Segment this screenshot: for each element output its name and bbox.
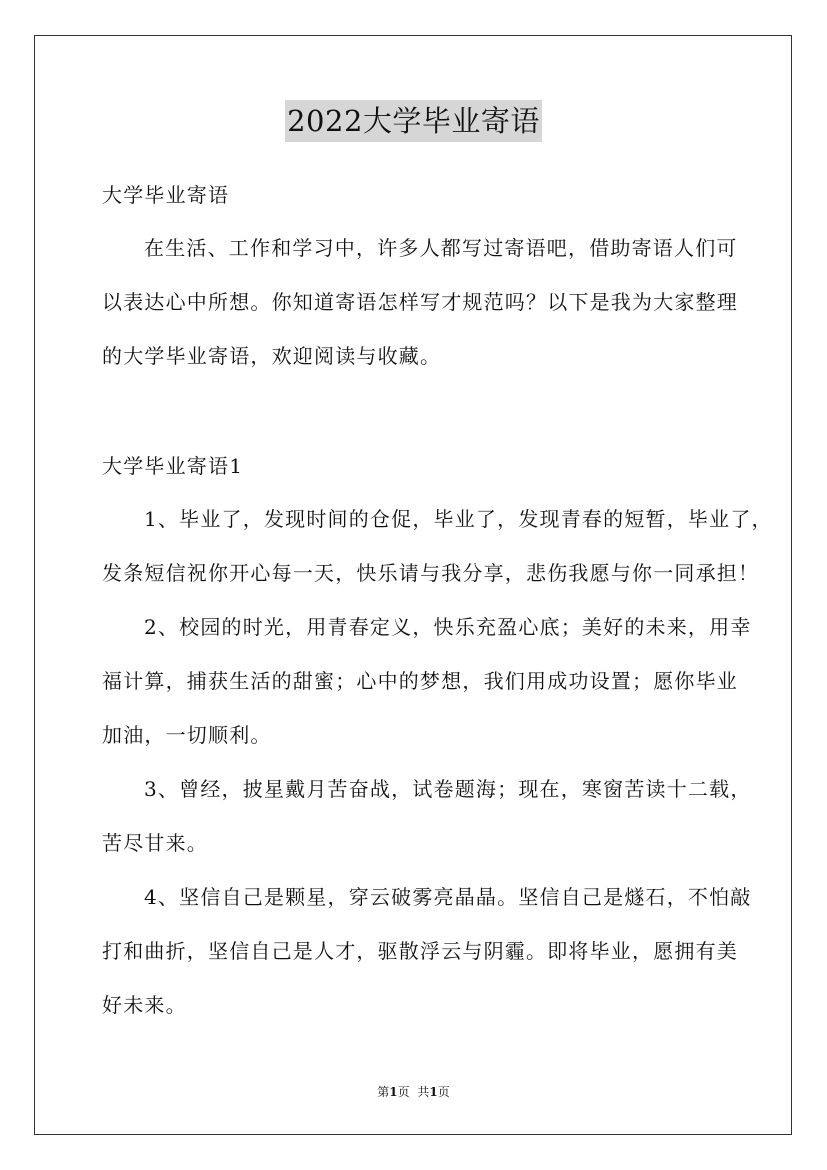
document-title: 2022大学毕业寄语 xyxy=(285,100,542,142)
list-item-line: 福计算，捕获生活的甜蜜；心中的梦想，我们用成功设置；愿你毕业 xyxy=(102,669,738,693)
total-pages: 1 xyxy=(429,1085,438,1099)
section-heading: 大学毕业寄语1 xyxy=(102,454,244,478)
page-suffix: 页 xyxy=(397,1085,410,1099)
list-item-line: 2、校园的时光，用青春定义，快乐充盈心底；美好的未来，用幸 xyxy=(144,615,752,639)
list-item-line: 发条短信祝你开心每一天，快乐请与我分享，悲伤我愿与你一同承担！ xyxy=(102,561,760,585)
title-container xyxy=(0,100,827,142)
list-item-line: 3、曾经，披星戴月苦奋战，试卷题海；现在，寒窗苦读十二载， xyxy=(144,777,752,801)
intro-line: 以表达心中所想。你知道寄语怎样写才规范吗？以下是我为大家整理 xyxy=(102,290,738,314)
list-item-line: 打和曲折，坚信自己是人才，驱散浮云与阴霾。即将毕业，愿拥有美 xyxy=(102,939,738,963)
page-footer xyxy=(0,1083,827,1101)
page-prefix: 第 xyxy=(377,1085,390,1099)
list-item-line: 1、毕业了，发现时间的仓促，毕业了，发现青春的短暂，毕业了， xyxy=(144,507,773,531)
intro-line: 的大学毕业寄语，欢迎阅读与收藏。 xyxy=(102,344,442,368)
list-item-line: 好未来。 xyxy=(102,993,187,1017)
intro-line: 在生活、工作和学习中，许多人都写过寄语吧，借助寄语人们可 xyxy=(144,236,738,260)
list-item-line: 苦尽甘来。 xyxy=(102,831,208,855)
total-prefix: 共 xyxy=(417,1085,430,1099)
list-item-line: 加油，一切顺利。 xyxy=(102,723,272,747)
page-number: 1 xyxy=(389,1085,398,1099)
total-suffix: 页 xyxy=(437,1085,450,1099)
section-heading: 大学毕业寄语 xyxy=(102,183,230,207)
list-item-line: 4、坚信自己是颗星，穿云破雾亮晶晶。坚信自己是燧石，不怕敲 xyxy=(144,885,752,909)
